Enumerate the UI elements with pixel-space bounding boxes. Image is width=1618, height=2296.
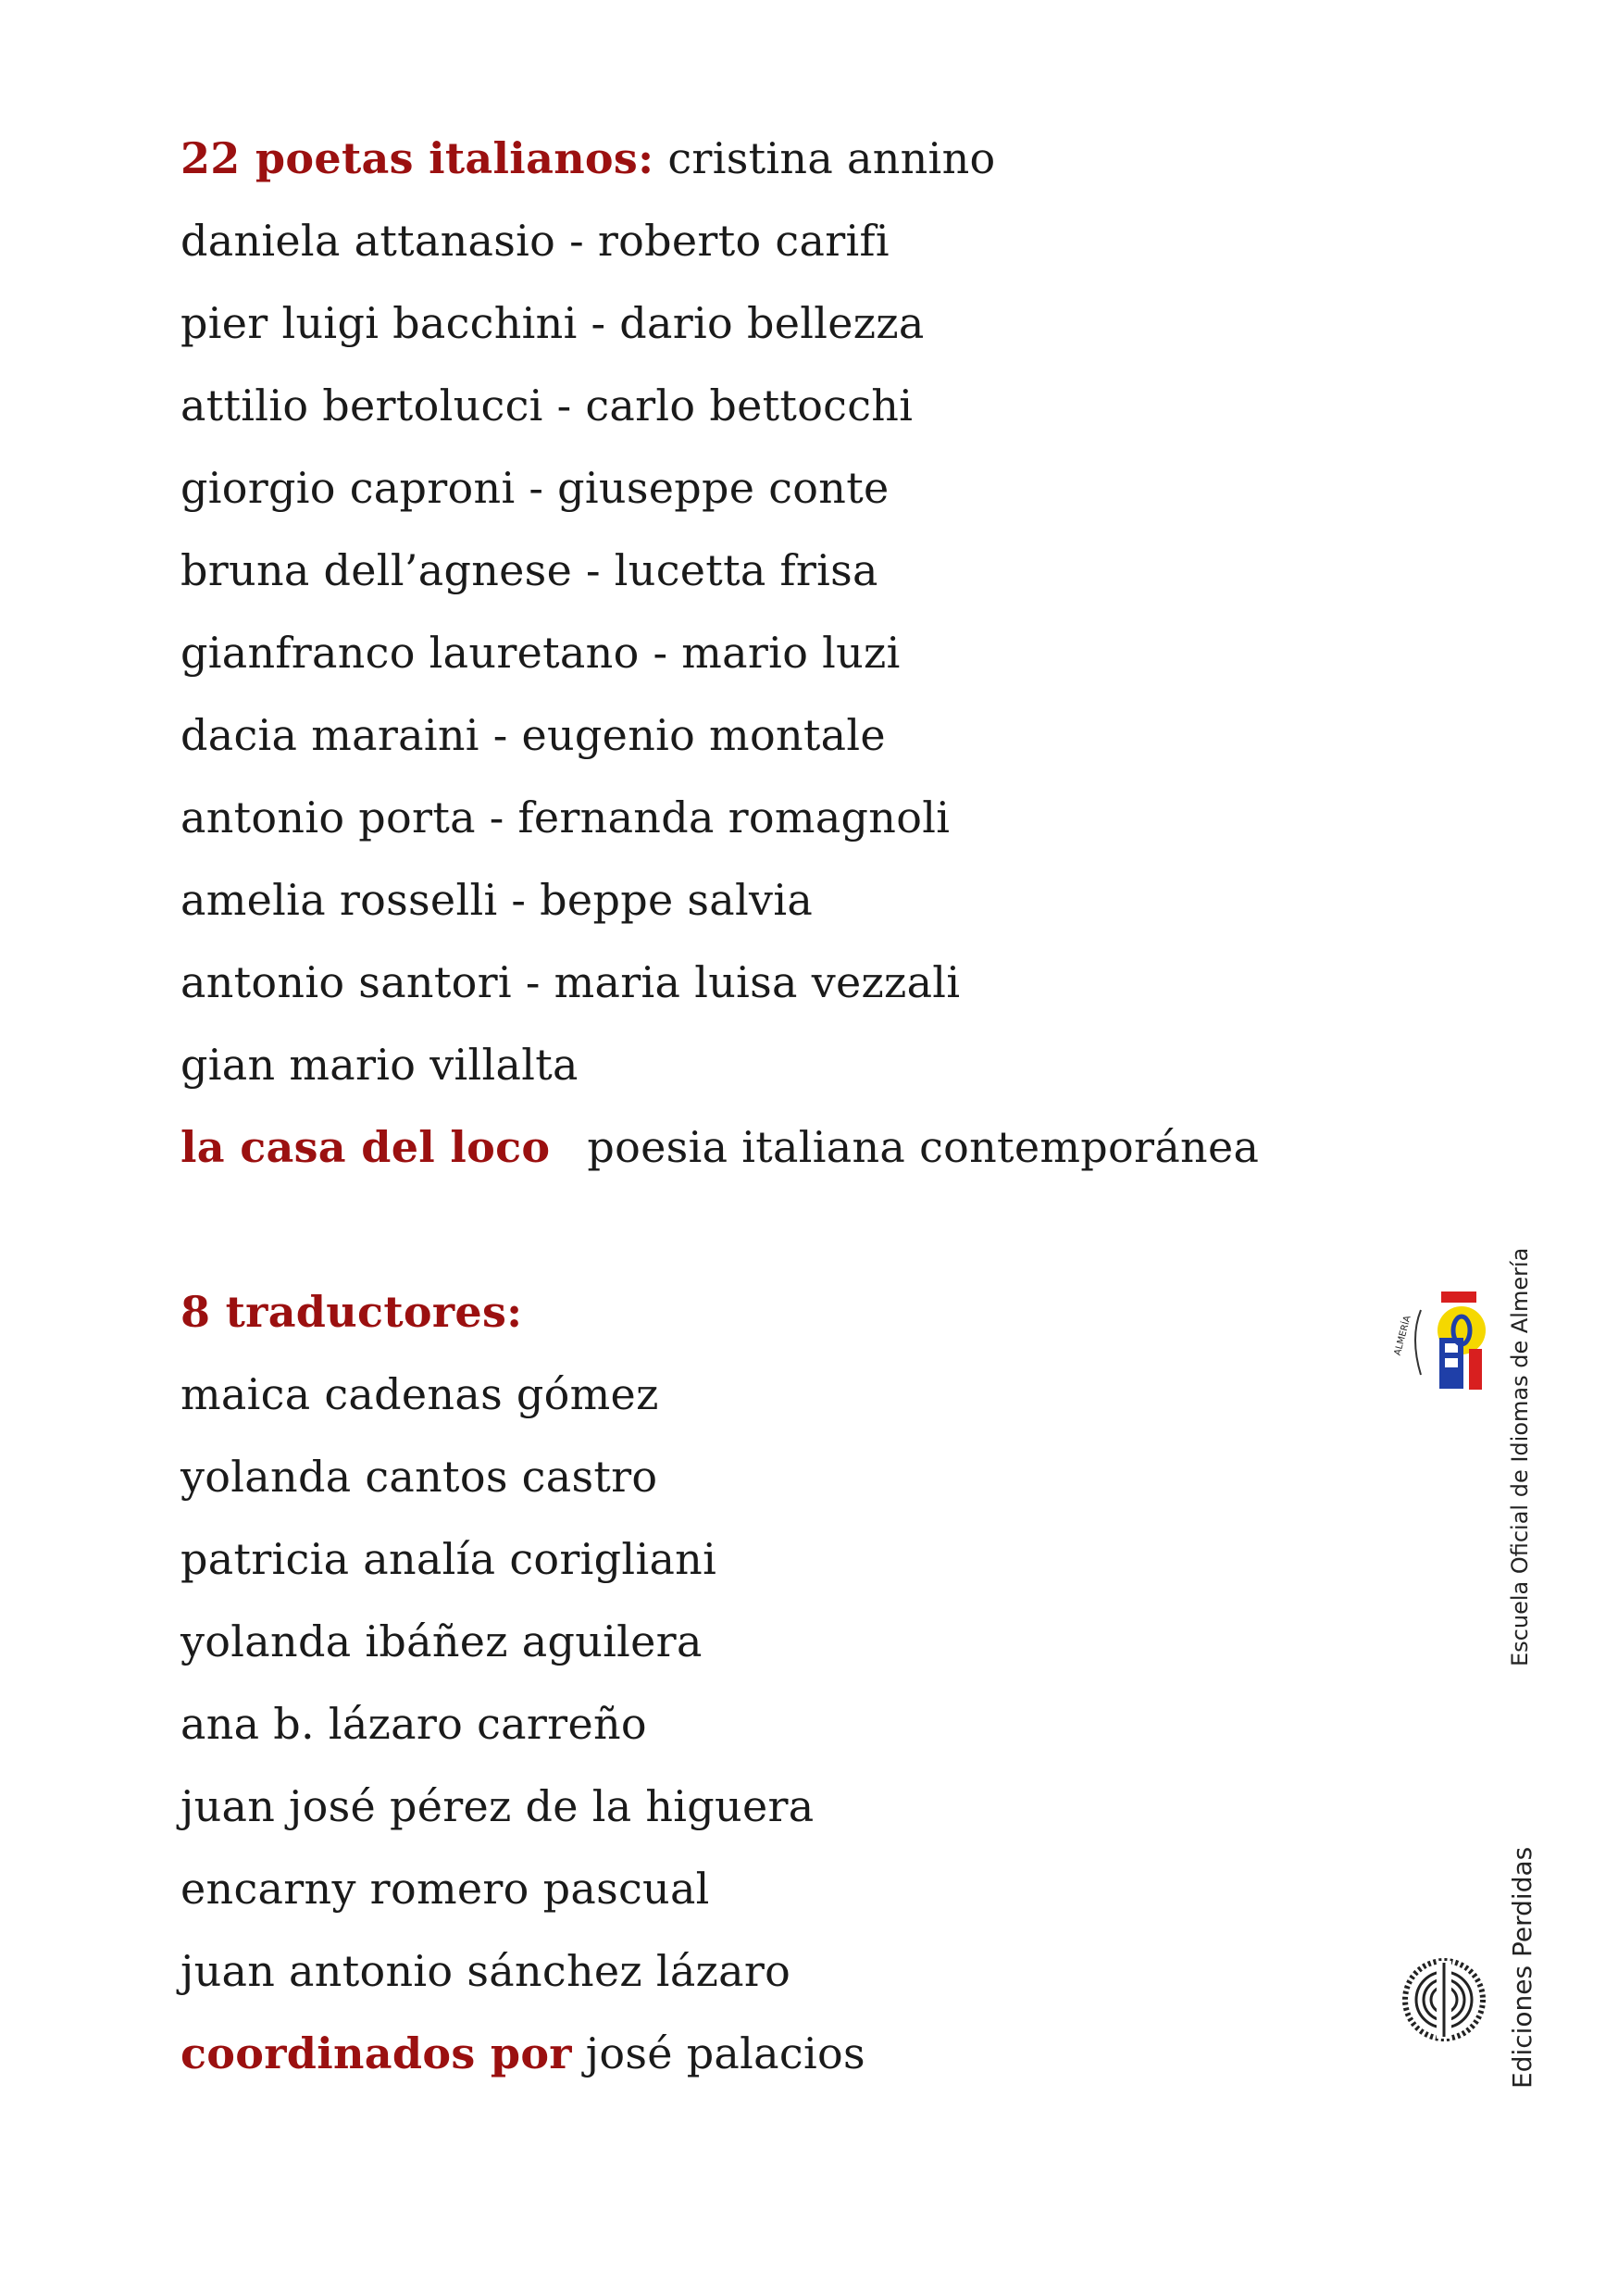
poet-line: antonio santori - maria luisa vezzali bbox=[180, 957, 961, 1007]
coordinated-label: coordinados por bbox=[180, 2028, 572, 2078]
poets-heading-line bbox=[180, 131, 996, 186]
translator-line: encarny romero pascual bbox=[180, 1864, 710, 1914]
poet-line: attilio bertolucci - carlo bettocchi bbox=[180, 381, 914, 430]
eoi-logo-text: ALMERÍA bbox=[1392, 1314, 1413, 1357]
poet-line: daniela attanasio - roberto carifi bbox=[180, 216, 890, 266]
publisher-logo-icon bbox=[1388, 1935, 1500, 2065]
translator-line: patricia analía corigliani bbox=[180, 1534, 717, 1584]
book-title: la casa del loco bbox=[180, 1122, 551, 1172]
poet-line: gian mario villalta bbox=[180, 1040, 579, 1090]
translator-line: yolanda ibáñez aguilera bbox=[180, 1616, 703, 1666]
poet-line: amelia rosselli - beppe salvia bbox=[180, 875, 814, 925]
translator-line: maica cadenas gómez bbox=[180, 1369, 659, 1419]
eoi-name: Escuela Oficial de Idiomas de Almería bbox=[1507, 1247, 1533, 1666]
poet-line: giorgio caproni - giuseppe conte bbox=[180, 463, 890, 513]
poet-line: gianfranco lauretano - mario luzi bbox=[180, 628, 901, 678]
poet-line: pier luigi bacchini - dario bellezza bbox=[180, 298, 925, 348]
publisher-name: Ediciones Perdidas bbox=[1507, 1846, 1537, 2089]
book-title-line bbox=[180, 1119, 1259, 1175]
coordinator-line bbox=[180, 2026, 865, 2081]
poet-line: bruna dell’agnese - lucetta frisa bbox=[180, 545, 878, 595]
coordinator-name: josé palacios bbox=[585, 2028, 865, 2078]
translator-line: ana b. lázaro carreño bbox=[180, 1699, 647, 1749]
poet-name: cristina annino bbox=[667, 133, 996, 183]
book-subtitle: poesia italiana contemporánea bbox=[587, 1122, 1260, 1172]
translator-line: juan josé pérez de la higuera bbox=[180, 1781, 815, 1831]
poet-line: antonio porta - fernanda romagnoli bbox=[180, 792, 951, 842]
eoi-logo-icon bbox=[1384, 1282, 1504, 1412]
poet-line: dacia maraini - eugenio montale bbox=[180, 710, 886, 760]
translator-line: juan antonio sánchez lázaro bbox=[180, 1946, 791, 1996]
translator-line: yolanda cantos castro bbox=[180, 1452, 658, 1502]
translators-heading: 8 traductores: bbox=[180, 1287, 523, 1337]
poets-heading: 22 poetas italianos: bbox=[180, 133, 654, 183]
